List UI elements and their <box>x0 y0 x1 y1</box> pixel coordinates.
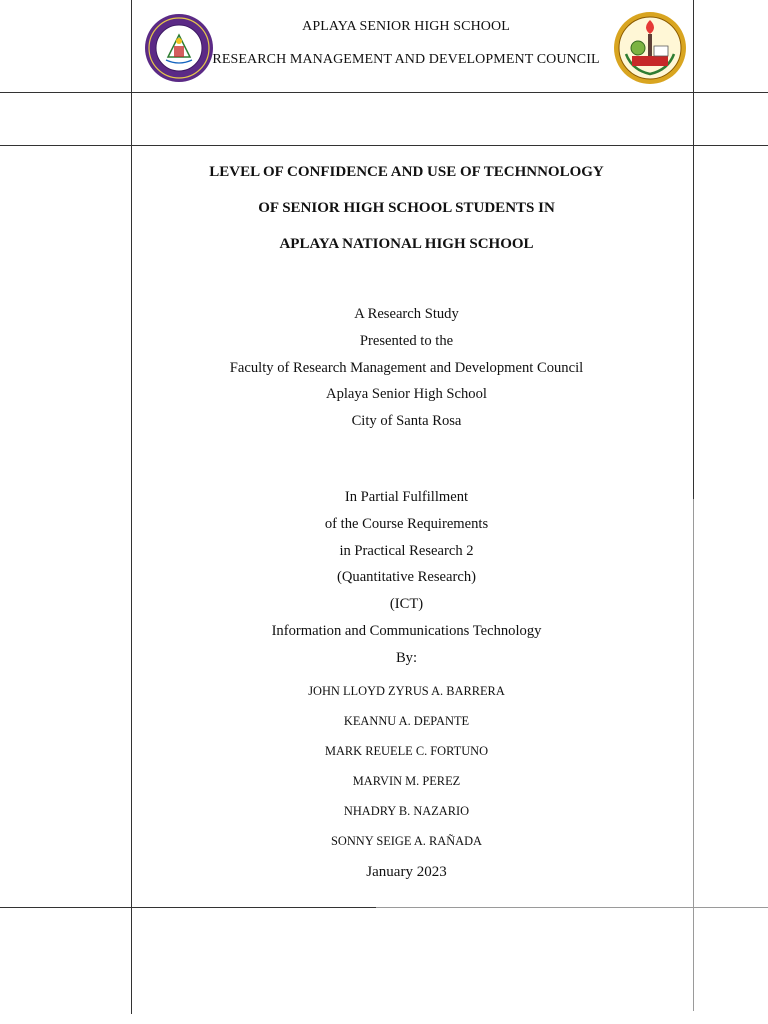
council-name: RESEARCH MANAGEMENT AND DEVELOPMENT COUNCIL <box>212 52 600 67</box>
author-name: NHADRY B. NAZARIO <box>343 804 470 818</box>
research-title <box>132 154 681 262</box>
fulfillment-line: in Practical Research 2 <box>339 542 474 559</box>
presentation-line: A Research Study <box>354 306 459 322</box>
submission-date: January 2023 <box>366 864 447 880</box>
footer-line-left <box>0 907 376 908</box>
header-band-line <box>0 145 768 146</box>
author-name: MARVIN M. PEREZ <box>352 774 461 788</box>
right-border-line-top <box>693 0 694 499</box>
right-border-line-bottom <box>693 499 694 1011</box>
fulfillment-line: By: <box>395 649 418 666</box>
title-line: APLAYA NATIONAL HIGH SCHOOL <box>279 236 534 252</box>
title-line: LEVEL OF CONFIDENCE AND USE OF TECHNNOLOGY <box>209 164 604 180</box>
presentation-line: City of Santa Rosa <box>351 413 462 430</box>
presentation-line: Presented to the <box>359 332 454 349</box>
fulfillment-line: (Quantitative Research) <box>337 569 476 586</box>
presentation-line: Aplaya Senior High School <box>326 386 487 403</box>
presentation-line: Faculty of Research Management and Development Council <box>229 359 584 376</box>
fulfillment-line: of the Course Requirements <box>324 515 489 532</box>
presentation-block <box>132 301 681 435</box>
author-name: KEANNU A. DEPANTE <box>343 714 470 728</box>
header-divider-line <box>0 92 768 93</box>
fulfillment-line: In Partial Fulfillment <box>344 489 469 505</box>
author-name: MARK REUELE C. FORTUNO <box>324 744 489 758</box>
author-name: SONNY SEIGE A. RAÑADA <box>331 834 482 848</box>
fulfillment-line: (ICT) <box>389 596 424 613</box>
school-name: APLAYA SENIOR HIGH SCHOOL <box>302 19 510 34</box>
fulfillment-line: Information and Communications Technology <box>271 622 542 639</box>
title-line: OF SENIOR HIGH SCHOOL STUDENTS IN <box>258 200 555 216</box>
fulfillment-block <box>132 484 681 672</box>
footer-line-right <box>376 907 768 908</box>
author-list <box>132 676 681 856</box>
author-name: JOHN LLOYD ZYRUS A. BARRERA <box>308 684 505 698</box>
